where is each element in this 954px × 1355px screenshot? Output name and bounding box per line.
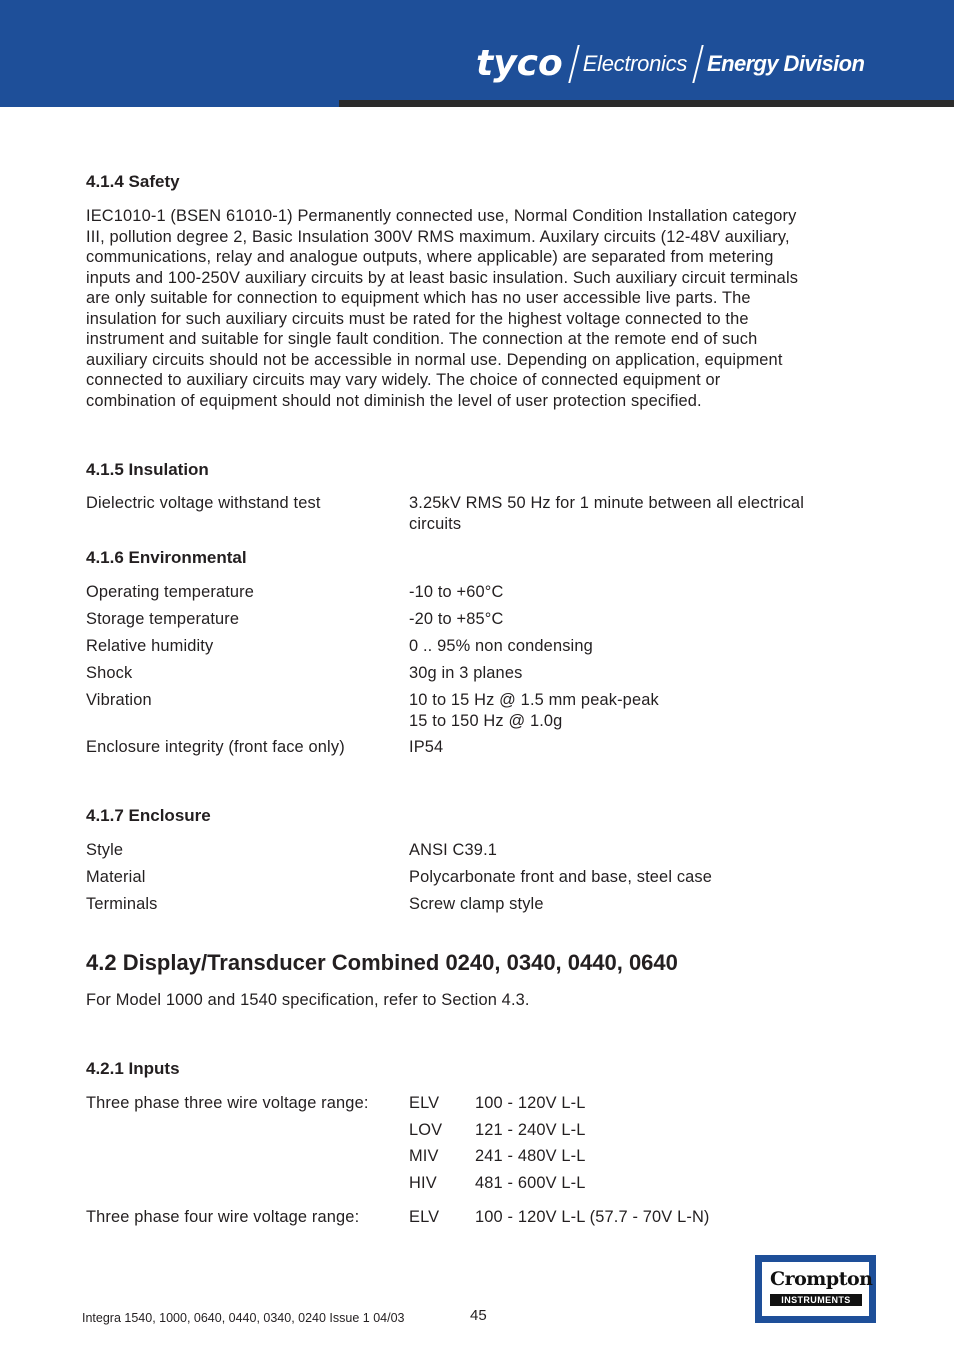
section-heading: 4.2 Display/Transducer Combined 0240, 0340, 0440, 0640 — [86, 950, 678, 975]
range-value: 100 - 120V L-L (57.7 - 70V L-N) — [475, 1208, 710, 1226]
spec-label: Operating temperature — [86, 583, 255, 601]
range-value: 121 - 240V L-L — [475, 1121, 586, 1139]
range-code: LOV — [409, 1121, 443, 1139]
spec-value: Polycarbonate front and base, steel case — [409, 868, 713, 886]
spec-value: ANSI C39.1 — [409, 841, 498, 859]
range-value: 100 - 120V L-L — [475, 1094, 586, 1112]
logo-electronics: Electronics — [582, 51, 688, 76]
safety-line: connected to auxiliary circuits may vary widely. The choice of connected equipment or — [86, 371, 721, 389]
safety-line: instrument and suitable for single fault condition. The connection at the remote end of such — [86, 330, 758, 348]
spec-value: 30g in 3 planes — [409, 664, 523, 682]
environmental-heading: 4.1.6 Environmental — [86, 548, 247, 567]
crompton-instruments-logo — [755, 1255, 876, 1323]
spec-label: Dielectric voltage withstand test — [86, 494, 321, 512]
spec-value: -20 to +85°C — [409, 610, 504, 628]
spec-value — [409, 690, 869, 731]
range-code: ELV — [409, 1208, 440, 1226]
range-value: 481 - 600V L-L — [475, 1174, 586, 1192]
footer-document-info: Integra 1540, 1000, 0640, 0440, 0340, 0240 Issue 1 04/03 — [82, 1311, 405, 1325]
spec-label: Shock — [86, 664, 133, 682]
logo-divider — [692, 45, 703, 83]
page-number: 45 — [470, 1307, 487, 1324]
safety-line: insulation for such auxiliary circuits must be rated for the highest voltage connected to the — [86, 309, 749, 328]
tyco-electronics-logo — [476, 42, 864, 86]
safety-heading: 4.1.4 Safety — [86, 172, 180, 191]
safety-line: IEC1010-1 (BSEN 61010-1) Permanently connected use, Normal Condition Installation category — [86, 207, 797, 225]
logo-brand-text: Crompton — [770, 1268, 873, 1290]
range-code: HIV — [409, 1174, 437, 1192]
safety-line: inputs and 100-250V auxiliary circuits by at least basic insulation. Such auxiliary circuit terminals — [86, 268, 799, 287]
safety-paragraph — [86, 206, 876, 411]
safety-line: III, pollution degree 2, Basic Insulation 300V RMS maximum. Auxilary circuits (12-48V auxiliary, — [86, 227, 790, 246]
spec-label: Relative humidity — [86, 637, 214, 655]
spec-value: IP54 — [409, 738, 444, 756]
spec-value — [409, 493, 869, 534]
enclosure-heading: 4.1.7 Enclosure — [86, 806, 211, 825]
inputs-heading: 4.2.1 Inputs — [86, 1059, 180, 1078]
range-value: 241 - 480V L-L — [475, 1147, 586, 1165]
spec-value-line: circuits — [409, 514, 462, 533]
safety-line: communications, relay and analogue outputs, where applicable) are separated from metering — [86, 248, 774, 266]
spec-value-line: 10 to 15 Hz @ 1.5 mm peak-peak — [409, 691, 659, 709]
logo-inner — [762, 1262, 873, 1316]
spec-label: Enclosure integrity (front face only) — [86, 738, 345, 756]
logo-tyco: tyco — [476, 43, 563, 84]
spec-value: Screw clamp style — [409, 895, 544, 913]
spec-label: Three phase three wire voltage range: — [86, 1094, 369, 1112]
logo-divider — [568, 45, 579, 83]
spec-value: -10 to +60°C — [409, 583, 504, 601]
spec-label: Storage temperature — [86, 610, 240, 628]
spec-label: Style — [86, 841, 124, 859]
spec-value-line: 3.25kV RMS 50 Hz for 1 minute between all electrical — [409, 494, 804, 512]
logo-energy-division: Energy Division — [707, 51, 865, 76]
spec-label: Vibration — [86, 691, 152, 709]
spec-label: Terminals — [86, 895, 158, 913]
spec-value-line: 15 to 150 Hz @ 1.0g — [409, 711, 563, 730]
spec-label: Material — [86, 868, 146, 886]
safety-line: are only suitable for connection to equipment which has no user accessible live parts. The — [86, 289, 751, 307]
range-code: ELV — [409, 1094, 440, 1112]
safety-line: combination of equipment should not diminish the level of user protection specified. — [86, 391, 702, 410]
safety-line: auxiliary circuits should not be accessible in normal use. Depending on application, equipment — [86, 350, 783, 369]
spec-label: Three phase four wire voltage range: — [86, 1208, 360, 1226]
logo-subtitle-bar: INSTRUMENTS — [770, 1294, 862, 1306]
insulation-heading: 4.1.5 Insulation — [86, 460, 209, 479]
section-note: For Model 1000 and 1540 specification, refer to Section 4.3. — [86, 991, 530, 1009]
range-code: MIV — [409, 1147, 439, 1165]
header-underline — [339, 100, 954, 107]
spec-value: 0 .. 95% non condensing — [409, 637, 593, 655]
